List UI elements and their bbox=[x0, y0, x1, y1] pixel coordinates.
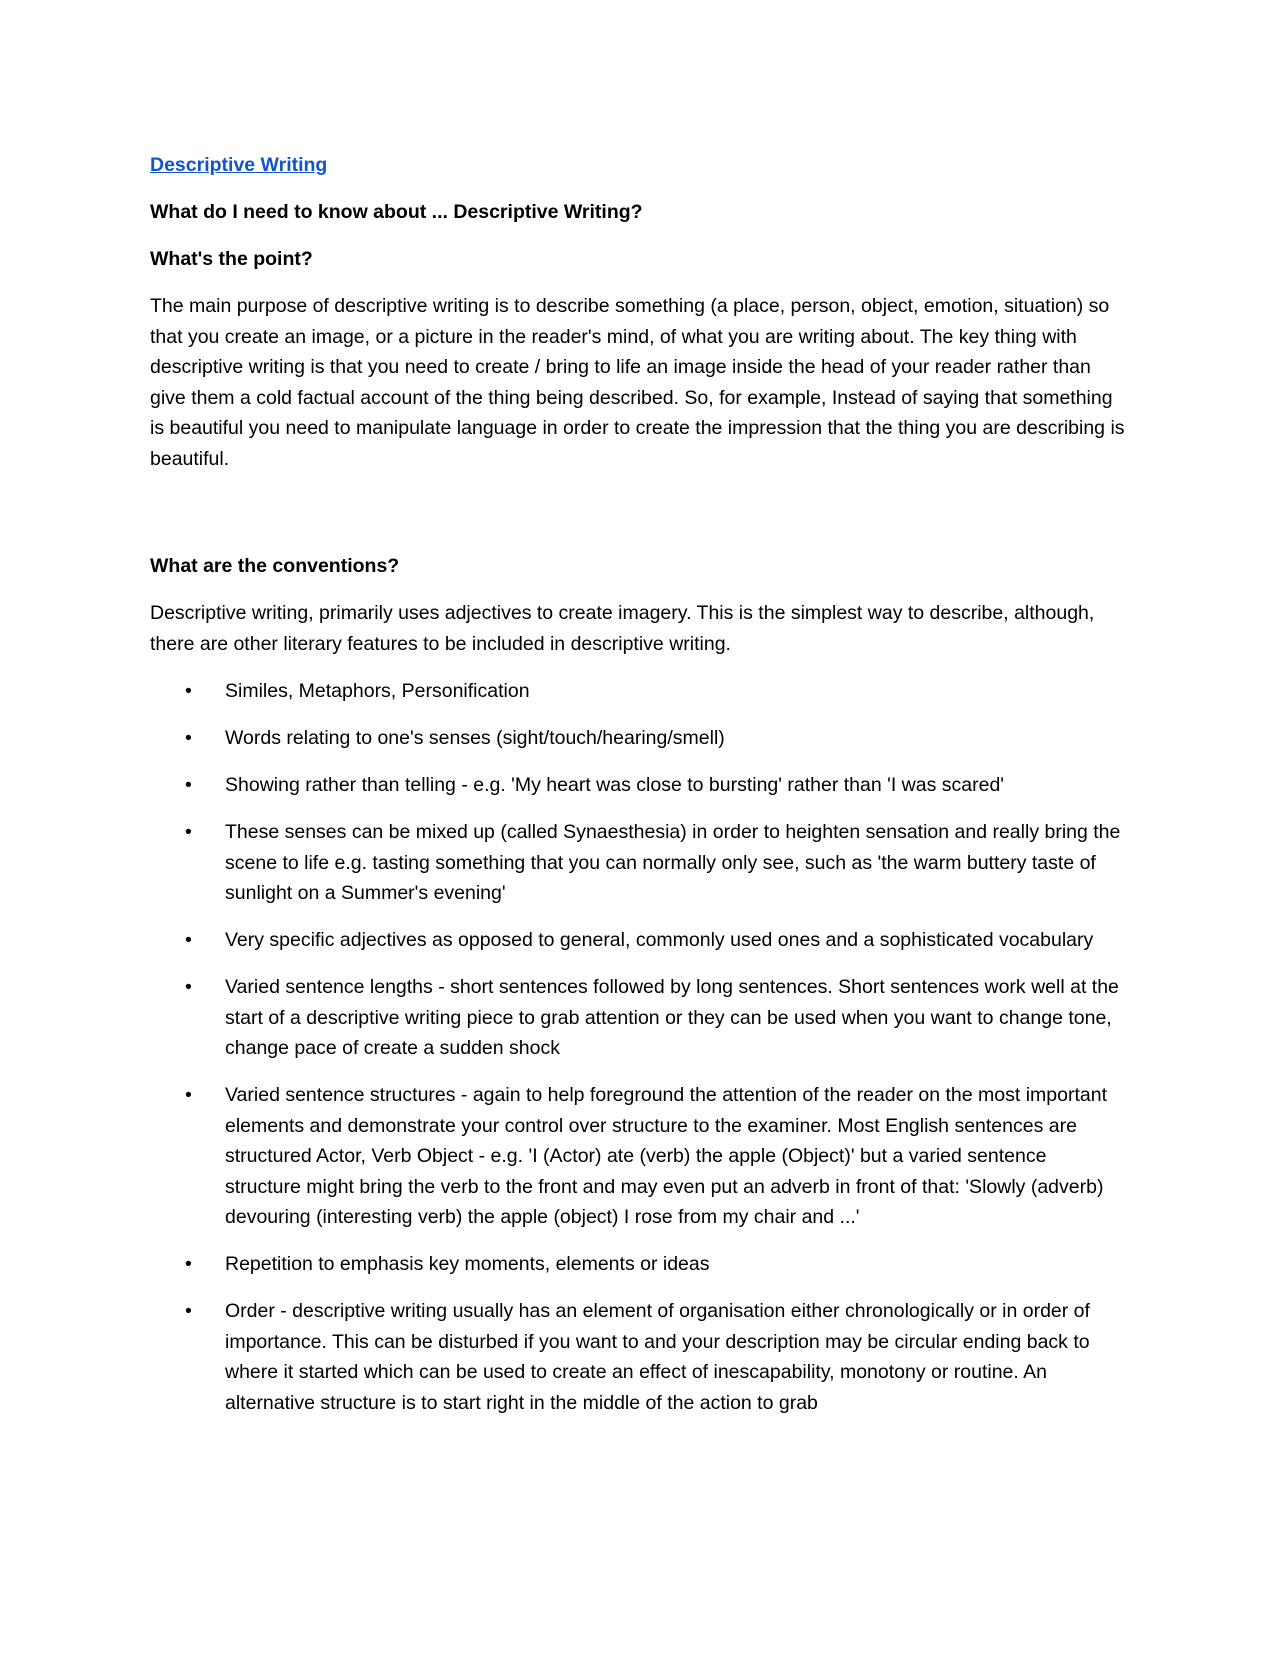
list-item bbox=[150, 676, 1125, 707]
heading-main: What do I need to know about ... Descriptive Writing? bbox=[150, 201, 643, 223]
list-item bbox=[150, 1296, 1125, 1418]
bullet-icon: • bbox=[185, 821, 192, 843]
bullet-icon: • bbox=[185, 727, 192, 749]
bullet-icon: • bbox=[185, 1253, 192, 1275]
bullet-icon: • bbox=[185, 680, 192, 702]
list-item bbox=[150, 1249, 1125, 1280]
list-item bbox=[150, 770, 1125, 801]
heading-conventions: What are the conventions? bbox=[150, 555, 400, 577]
list-item-text: Showing rather than telling - e.g. 'My heart was close to bursting' rather than 'I was scared' bbox=[225, 774, 1005, 796]
list-item-text: Similes, Metaphors, Personification bbox=[225, 680, 530, 702]
blank-line bbox=[150, 491, 1125, 551]
bullet-icon: • bbox=[185, 774, 192, 796]
conventions-list bbox=[150, 676, 1125, 1418]
bullet-icon: • bbox=[185, 1084, 192, 1106]
list-item bbox=[150, 817, 1125, 909]
list-item bbox=[150, 1080, 1125, 1233]
bullet-icon: • bbox=[185, 1300, 192, 1322]
list-item-text: These senses can be mixed up (called Synaesthesia) in order to heighten sensation and really bring the scene to life e.g. tasting something that you can normally only see, such as 'the warm buttery taste of sunlight on a Summer's evening' bbox=[225, 821, 1121, 904]
list-item bbox=[150, 723, 1125, 754]
heading-point: What's the point? bbox=[150, 248, 313, 270]
title-link[interactable]: Descriptive Writing bbox=[150, 154, 328, 176]
bullet-icon: • bbox=[185, 976, 192, 998]
list-item-text: Repetition to emphasis key moments, elements or ideas bbox=[225, 1253, 710, 1275]
list-item-text: Very specific adjectives as opposed to general, commonly used ones and a sophisticated vocabulary bbox=[225, 929, 1094, 951]
list-item-text: Words relating to one's senses (sight/touch/hearing/smell) bbox=[225, 727, 725, 749]
list-item-text: Order - descriptive writing usually has an element of organisation either chronologically or in order of importance. This can be disturbed if you want to and your description may be circular ending back to where it started which can be used to create an effect of inescapability, monotony or routine. An alternative structure is to start right in the middle of the action to grab bbox=[225, 1300, 1090, 1414]
bullet-icon: • bbox=[185, 929, 192, 951]
paragraph-point: The main purpose of descriptive writing is to describe something (a place, person, object, emotion, situation) so that you create an image, or a picture in the reader's mind, of what you are writing about. The key thing with descriptive writing is that you need to create / bring to life an image inside the head of your reader rather than give them a cold factual account of the thing being described. So, for example, Instead of saying that something is beautiful you need to manipulate language in order to create the impression that the thing you are describing is beautiful. bbox=[150, 295, 1125, 470]
list-item-text: Varied sentence structures - again to help foreground the attention of the reader on the most important elements and demonstrate your control over structure to the examiner. Most English sentences are structured Actor, Verb Object - e.g. 'I (Actor) ate (verb) the apple (Object)' but a varied sentence structure might bring the verb to the front and may even put an adverb in front of that: 'Slowly (adverb) devouring (interesting verb) the apple (object) I rose from my chair and ...' bbox=[225, 1084, 1108, 1228]
list-item bbox=[150, 972, 1125, 1064]
list-item-text: Varied sentence lengths - short sentences followed by long sentences. Short sentences work well at the start of a descriptive writing piece to grab attention or they can be used when you want to change tone, change pace of create a sudden shock bbox=[225, 976, 1119, 1059]
document-page bbox=[150, 150, 1125, 1435]
list-item bbox=[150, 925, 1125, 956]
paragraph-conventions: Descriptive writing, primarily uses adjectives to create imagery. This is the simplest way to describe, although, there are other literary features to be included in descriptive writing. bbox=[150, 602, 1095, 655]
